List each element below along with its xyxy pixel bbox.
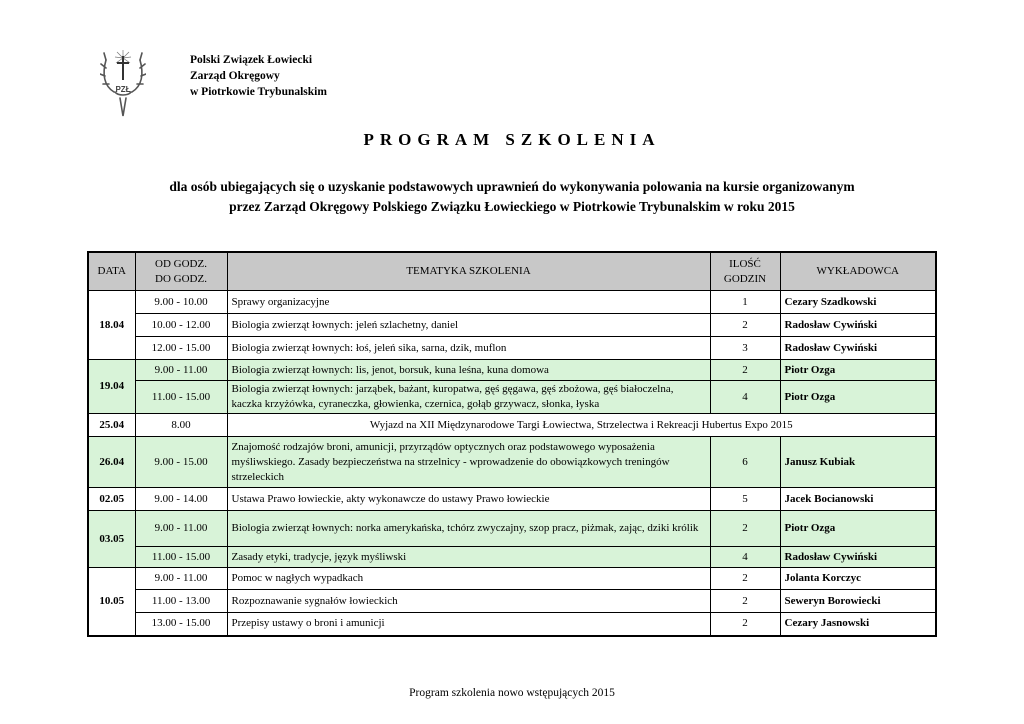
lecturer-cell: Piotr Ozga (780, 511, 936, 547)
topic-cell: Zasady etyki, tradycje, język myśliwski (227, 547, 710, 568)
org-line-3: w Piotrkowie Trybunalskim (190, 86, 327, 98)
day-date: 03.05 (88, 511, 135, 568)
topic-cell: Przepisy ustawy o broni i amunicji (227, 613, 710, 636)
day-date: 26.04 (88, 437, 135, 488)
time-cell: 10.00 - 12.00 (135, 314, 227, 337)
header-topic: TEMATYKA SZKOLENIA (227, 252, 710, 291)
time-cell: 8.00 (135, 414, 227, 437)
hours-cell: 2 (710, 511, 780, 547)
time-cell: 9.00 - 10.00 (135, 291, 227, 314)
header-hours-line-2: GODZIN (723, 272, 767, 285)
table-row (88, 547, 936, 568)
topic-cell: Biologia zwierząt łownych: łoś, jeleń sika, sarna, dzik, muflon (227, 337, 710, 360)
table-row (88, 414, 936, 437)
lecturer-cell: Piotr Ozga (780, 360, 936, 381)
lecturer-cell: Cezary Szadkowski (780, 291, 936, 314)
day-date: 19.04 (88, 360, 135, 414)
day-date: 25.04 (88, 414, 135, 437)
header-lecturer: WYKŁADOWCA (780, 252, 936, 291)
header-hours-line-1: ILOŚĆ (729, 257, 761, 270)
hours-cell: 3 (710, 337, 780, 360)
training-schedule-table (87, 251, 937, 637)
hours-cell: 2 (710, 613, 780, 636)
table-row (88, 511, 936, 547)
event-cell: Wyjazd na XII Międzynarodowe Targi Łowiectwa, Strzelectwa i Rekreacji Hubertus Expo 2015 (227, 414, 936, 437)
hours-cell: 4 (710, 381, 780, 414)
hours-cell: 2 (710, 590, 780, 613)
table-row (88, 488, 936, 511)
org-line-1: Polski Związek Łowiecki (190, 54, 313, 66)
subtitle-line-2: przez Zarząd Okręgowy Polskiego Związku Łowieckiego w Piotrkowie Trybunalskim w roku 2015 (229, 199, 795, 214)
lecturer-cell: Cezary Jasnowski (780, 613, 936, 636)
hours-cell: 2 (710, 360, 780, 381)
lecturer-cell: Seweryn Borowiecki (780, 590, 936, 613)
table-row (88, 381, 936, 414)
table-row (88, 437, 936, 488)
day-date: 18.04 (88, 291, 135, 360)
topic-cell: Biologia zwierząt łownych: lis, jenot, borsuk, kuna leśna, kuna domowa (227, 360, 710, 381)
time-cell: 9.00 - 11.00 (135, 568, 227, 590)
topic-cell: Ustawa Prawo łowieckie, akty wykonawcze do ustawy Prawo łowieckie (227, 488, 710, 511)
org-line-2: Zarząd Okręgowy (190, 70, 280, 82)
hours-cell: 1 (710, 291, 780, 314)
page-subtitle (0, 177, 1024, 217)
lecturer-cell: Radosław Cywiński (780, 337, 936, 360)
time-cell: 9.00 - 15.00 (135, 437, 227, 488)
table-row (88, 360, 936, 381)
table-row (88, 337, 936, 360)
table-row (88, 613, 936, 636)
time-cell: 9.00 - 14.00 (135, 488, 227, 511)
topic-cell: Znajomość rodzajów broni, amunicji, przyrządów optycznych oraz podstawowego wyposażenia myśliwskiego. Zasady bezpieczeństwa na strzelnicy - wprowadzenie do obowiązkowych treningów strzeleckich (227, 437, 710, 488)
time-cell: 11.00 - 15.00 (135, 381, 227, 414)
time-cell: 11.00 - 13.00 (135, 590, 227, 613)
time-cell: 9.00 - 11.00 (135, 360, 227, 381)
table-row (88, 291, 936, 314)
hours-cell: 6 (710, 437, 780, 488)
topic-cell: Rozpoznawanie sygnałów łowieckich (227, 590, 710, 613)
time-cell: 11.00 - 15.00 (135, 547, 227, 568)
lecturer-cell: Jacek Bocianowski (780, 488, 936, 511)
header-time (135, 252, 227, 291)
time-cell: 13.00 - 15.00 (135, 613, 227, 636)
table-header-row (88, 252, 936, 291)
topic-cell: Sprawy organizacyjne (227, 291, 710, 314)
header-time-to: DO GODZ. (155, 272, 207, 285)
topic-cell: Biologia zwierząt łownych: jarząbek, bażant, kuropatwa, gęś gęgawa, gęś zbożowa, gęś białoczelna, kaczka krzyżówka, cyraneczka, głowienka, czernica, gołąb grzywacz, słonka, łyska (227, 381, 710, 414)
hours-cell: 2 (710, 314, 780, 337)
lecturer-cell: Radosław Cywiński (780, 314, 936, 337)
header-time-from: OD GODZ. (155, 257, 207, 270)
deer-antlers-cross-logo-icon (100, 46, 146, 120)
day-date: 02.05 (88, 488, 135, 511)
logo-text: PZŁ (115, 85, 131, 94)
lecturer-cell: Jolanta Korczyc (780, 568, 936, 590)
table-row (88, 590, 936, 613)
table-row (88, 568, 936, 590)
pzl-logo (100, 46, 146, 120)
lecturer-cell: Radosław Cywiński (780, 547, 936, 568)
table-row (88, 314, 936, 337)
topic-cell: Biologia zwierząt łownych: norka amerykańska, tchórz zwyczajny, szop pracz, piżmak, zając, dziki królik (227, 511, 710, 547)
hours-cell: 2 (710, 568, 780, 590)
header-hours (710, 252, 780, 291)
topic-cell: Biologia zwierząt łownych: jeleń szlachetny, daniel (227, 314, 710, 337)
day-date: 10.05 (88, 568, 135, 636)
header-date: DATA (88, 252, 135, 291)
lecturer-cell: Janusz Kubiak (780, 437, 936, 488)
hours-cell: 4 (710, 547, 780, 568)
topic-cell: Pomoc w nagłych wypadkach (227, 568, 710, 590)
page-title: PROGRAM SZKOLENIA (363, 130, 661, 149)
lecturer-cell: Piotr Ozga (780, 381, 936, 414)
time-cell: 9.00 - 11.00 (135, 511, 227, 547)
time-cell: 12.00 - 15.00 (135, 337, 227, 360)
page-footer: Program szkolenia nowo wstępujących 2015 (409, 687, 615, 699)
hours-cell: 5 (710, 488, 780, 511)
subtitle-line-1: dla osób ubiegających się o uzyskanie podstawowych uprawnień do wykonywania polowania na kursie organizowanym (169, 179, 855, 194)
organization-name (190, 52, 327, 100)
